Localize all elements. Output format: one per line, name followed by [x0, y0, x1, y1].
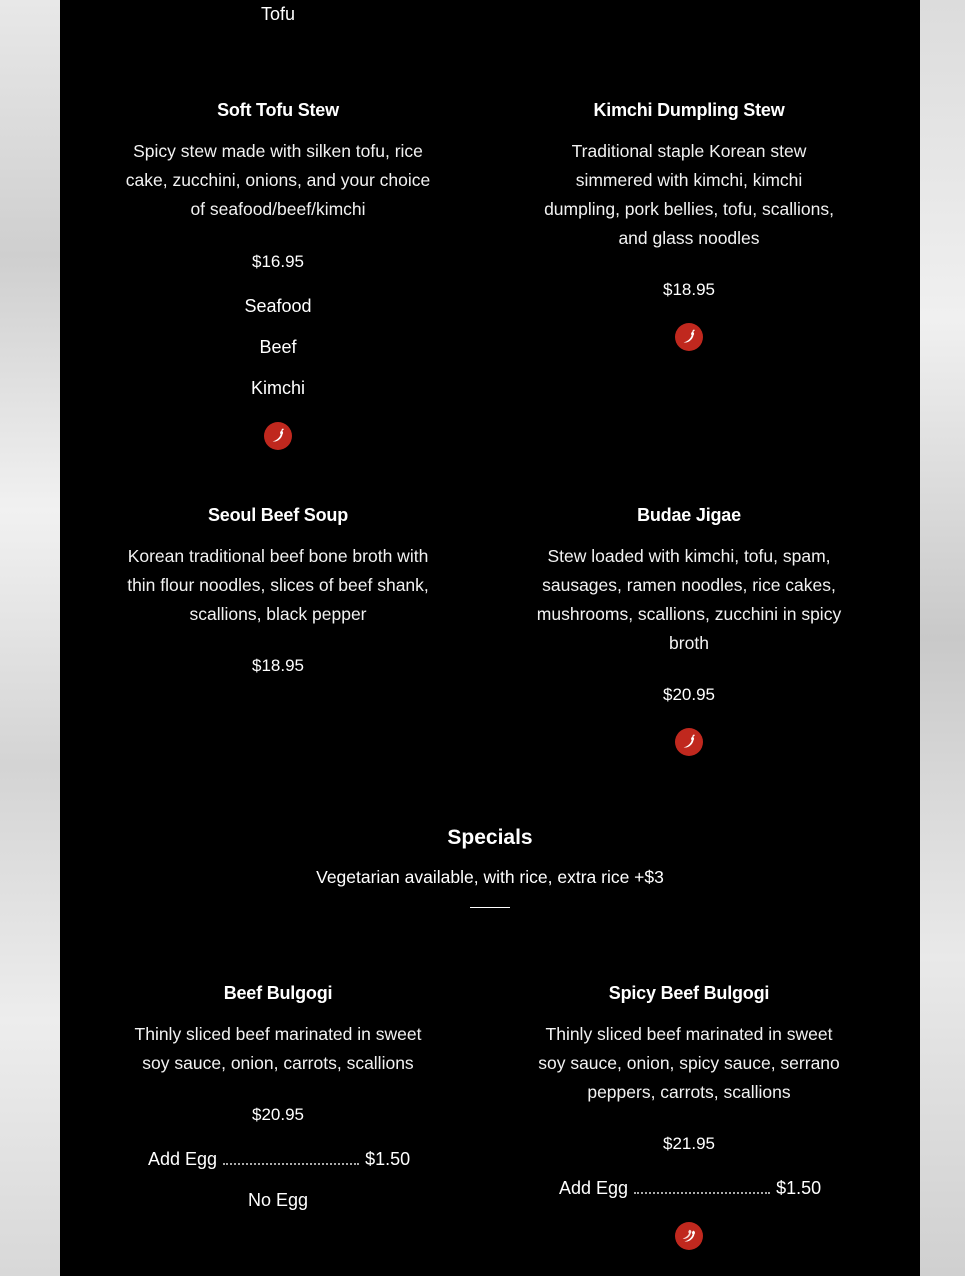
- addon-label: Add Egg: [148, 1149, 218, 1169]
- section-title: Specials: [447, 826, 533, 849]
- menu-item-description: Korean traditional beef bone broth with thin flour noodles, slices of beef shank, scallions, black pepper: [127, 546, 429, 624]
- addon-row[interactable]: [148, 1149, 410, 1170]
- menu-option-beef[interactable]: Beef: [259, 337, 297, 357]
- menu-item-description: Thinly sliced beef marinated in sweet soy sauce, onion, spicy sauce, serrano peppers, carrots, scallions: [538, 1024, 840, 1102]
- chili-pepper-icon: [675, 323, 703, 351]
- marble-background-right: [920, 0, 965, 1276]
- menu-option-kimchi[interactable]: Kimchi: [250, 378, 305, 398]
- menu-item-description: Stew loaded with kimchi, tofu, spam, sausages, ramen noodles, rice cakes, mushrooms, scallions, zucchini in spicy broth: [536, 546, 842, 653]
- menu-item-price: $18.95: [663, 280, 715, 299]
- menu-panel: [60, 0, 920, 1276]
- menu-item-price: $21.95: [663, 1134, 715, 1153]
- menu-option-no-egg[interactable]: No Egg: [247, 1190, 309, 1210]
- menu-item-title: Seoul Beef Soup: [207, 505, 349, 525]
- chili-pepper-icon: [675, 728, 703, 756]
- section-subtitle: Vegetarian available, with rice, extra rice +$3: [316, 867, 664, 887]
- section-divider: [470, 907, 510, 908]
- menu-item-description: Traditional staple Korean stew simmered with kimchi, kimchi dumpling, pork bellies, tofu, scallions, and glass noodles: [544, 141, 834, 248]
- menu-option-seafood[interactable]: Seafood: [244, 296, 312, 316]
- menu-item-description: Thinly sliced beef marinated in sweet soy sauce, onion, carrots, scallions: [134, 1024, 422, 1073]
- menu-item-title: Soft Tofu Stew: [217, 100, 339, 120]
- menu-item-price: $18.95: [252, 656, 304, 675]
- addon-row[interactable]: [559, 1178, 821, 1199]
- addon-label: Add Egg: [559, 1178, 629, 1198]
- addon-price: $1.50: [365, 1149, 411, 1169]
- menu-item-title: Kimchi Dumpling Stew: [593, 100, 785, 120]
- menu-item-description: Spicy stew made with silken tofu, rice cake, zucchini, onions, and your choice of seafood/beef/kimchi: [125, 141, 431, 219]
- menu-item-title: Spicy Beef Bulgogi: [608, 983, 770, 1003]
- menu-item-price: $20.95: [663, 685, 715, 704]
- addon-price: $1.50: [776, 1178, 822, 1198]
- menu-item-price: $20.95: [252, 1105, 304, 1124]
- double-chili-pepper-icon: [675, 1222, 703, 1250]
- dot-leader: [223, 1151, 359, 1165]
- menu-item-title: Budae Jigae: [637, 505, 741, 525]
- menu-item-price: $16.95: [252, 252, 304, 271]
- chili-pepper-icon: [264, 422, 292, 450]
- marble-background-left: [0, 0, 60, 1276]
- dot-leader: [634, 1180, 770, 1194]
- menu-item-title: Beef Bulgogi: [223, 983, 333, 1003]
- menu-item-fragment: Tofu: [260, 4, 296, 24]
